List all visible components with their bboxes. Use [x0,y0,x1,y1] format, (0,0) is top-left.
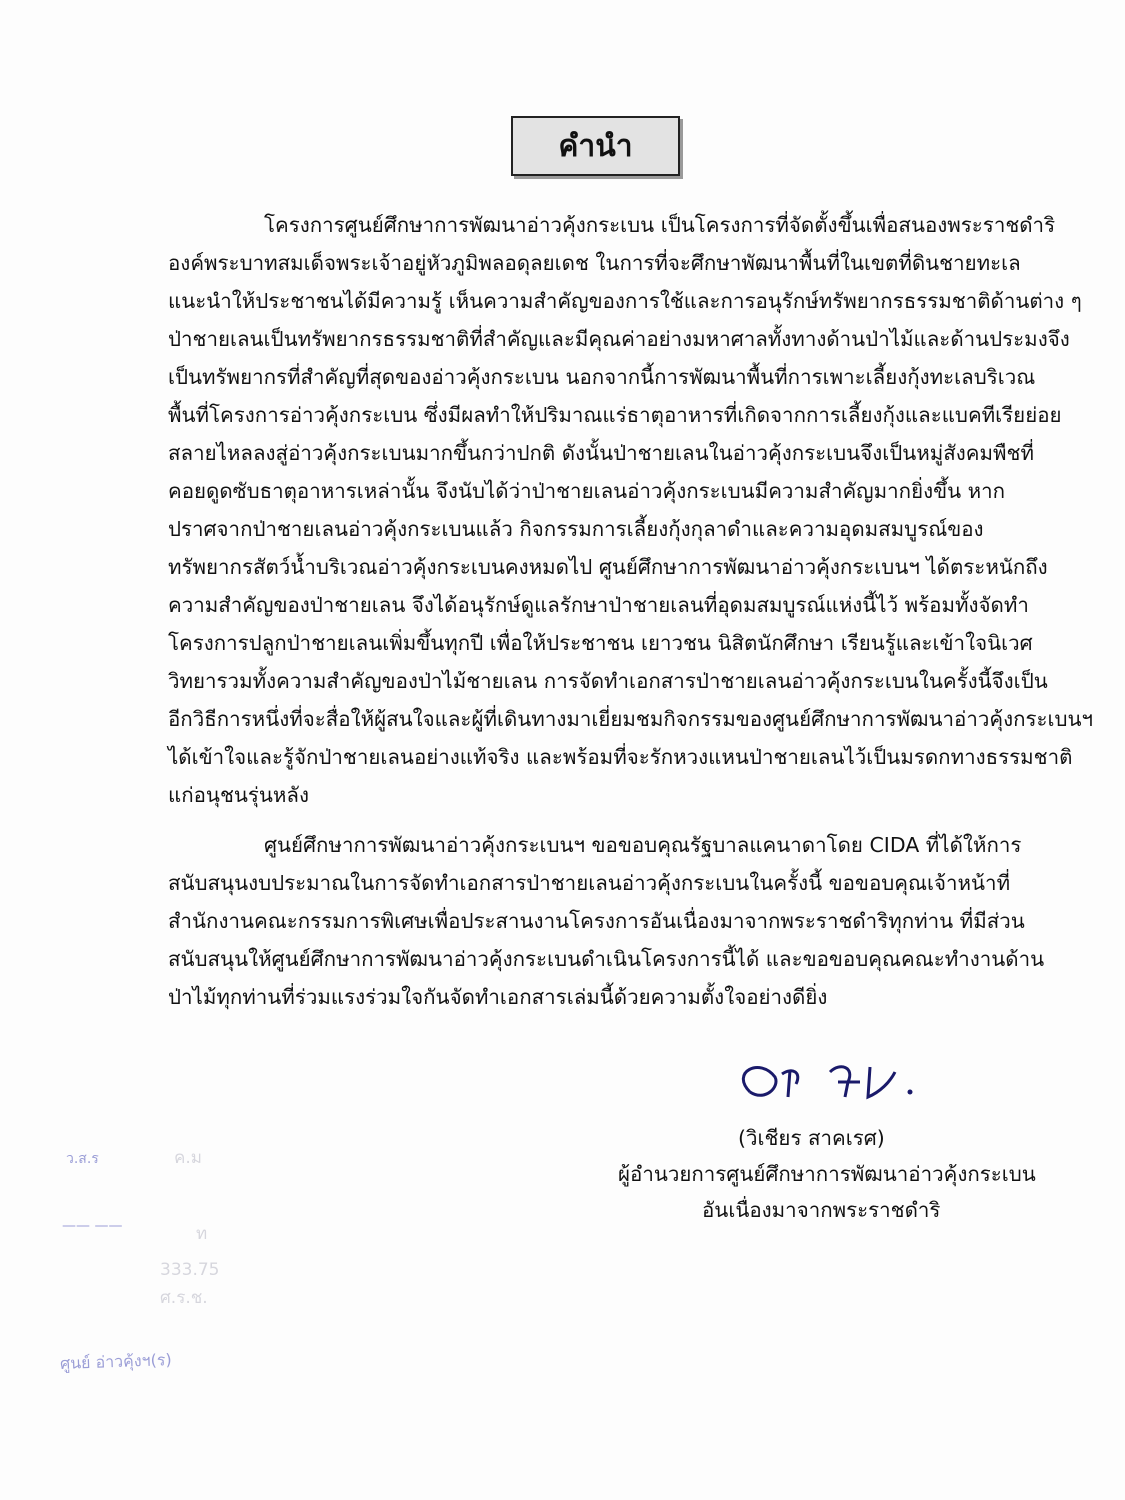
stamp-label: ค.ม [174,1148,202,1168]
text-line: แก่อนุชนรุ่นหลัง [168,783,309,807]
text-line: ทรัพยากรสัตว์น้ำบริเวณอ่าวคุ้งกระเบนคงหมดไป ศูนย์ศึกษาการพัฒนาอ่าวคุ้งกระเบนฯ ได้ตระหนักถึง [168,555,1048,579]
stamp-label: ท [196,1224,208,1244]
signatory-position-line2: อันเนื่องมาจากพระราชดำริ [702,1198,941,1222]
text-line: แนะนำให้ประชาชนได้มีความรู้ เห็นความสำคัญของการใช้และการอนุรักษ์ทรัพยากรธรรมชาติด้านต่าง ๆ [168,289,1082,313]
signatory-position: ผู้อำนวยการศูนย์ศึกษาการพัฒนาอ่าวคุ้งกระเบน [618,1162,1036,1186]
foreword-body [168,206,1094,1016]
text-line: โครงการศูนย์ศึกษาการพัฒนาอ่าวคุ้งกระเบน เป็นโครงการที่จัดตั้งขึ้นเพื่อสนองพระราชดำริ [264,213,1056,237]
text-line: ป่าไม้ทุกท่านที่ร่วมแรงร่วมใจกันจัดทำเอกสารเล่มนี้ด้วยความตั้งใจอย่างดียิ่ง [168,985,828,1009]
stamp-label: 333.75 [160,1260,220,1280]
text-line: สำนักงานคณะกรรมการพิเศษเพื่อประสานงานโครงการอันเนื่องมาจากพระราชดำริทุกท่าน ที่มีส่วน [168,909,1025,933]
page-title: คำนำ [511,116,680,176]
text-line: อีกวิธีการหนึ่งที่จะสื่อให้ผู้สนใจและผู้ที่เดินทางมาเยี่ยมชมกิจกรรมของศูนย์ศึกษาการพัฒนาอ่าวคุ้งกระเบนฯ [168,707,1094,731]
text-line: โครงการปลูกป่าชายเลนเพิ่มขึ้นทุกปี เพื่อให้ประชาชน เยาวชน นิสิตนักศึกษา เรียนรู้และเข้าใจนิเวศ [168,631,1033,655]
text-line: เป็นทรัพยากรที่สำคัญที่สุดของอ่าวคุ้งกระเบน นอกจากนี้การพัฒนาพื้นที่การเพาะเลี้ยงกุ้งทะเลบริเวณ [168,365,1036,389]
text-line: คอยดูดซับธาตุอาหารเหล่านั้น จึงนับได้ว่าป่าชายเลนอ่าวคุ้งกระเบนมีความสำคัญมากยิ่งขึ้น หาก [168,479,1006,503]
text-line: วิทยารวมทั้งความสำคัญของป่าไม้ชายเลน การจัดทำเอกสารป่าชายเลนอ่าวคุ้งกระเบนในครั้งนี้จึงเป็น [168,669,1048,693]
library-stamp [56,1138,356,1398]
text-line: ป่าชายเลนเป็นทรัพยากรธรรมชาติที่สำคัญและมีคุณค่าอย่างมหาศาลทั้งทางด้านป่าไม้และด้านประมงจึง [168,327,1070,351]
text-line: พื้นที่โครงการอ่าวคุ้งกระเบน ซึ่งมีผลทำให้ปริมาณแร่ธาตุอาหารที่เกิดจากการเลี้ยงกุ้งและแบคทีเรียย่อย [168,403,1062,427]
text-line: สนับสนุนให้ศูนย์ศึกษาการพัฒนาอ่าวคุ้งกระเบนดำเนินโครงการนี้ได้ และขอขอบคุณคณะทำงานด้าน [168,947,1045,971]
paragraph-1 [168,206,1094,814]
text-line: สนับสนุนงบประมาณในการจัดทำเอกสารป่าชายเลนอ่าวคุ้งกระเบนในครั้งนี้ ขอขอบคุณเจ้าหน้าที่ [168,871,1011,895]
text-line: ศูนย์ศึกษาการพัฒนาอ่าวคุ้งกระเบนฯ ขอขอบคุณรัฐบาลแคนาดาโดย CIDA ที่ได้ให้การ [264,833,1022,857]
text-line: ปราศจากป่าชายเลนอ่าวคุ้งกระเบนแล้ว กิจกรรมการเลี้ยงกุ้งกุลาดำและความอุดมสมบูรณ์ของ [168,517,984,541]
signatory-name: (วิเชียร สาคเรศ) [738,1126,885,1150]
text-line: ได้เข้าใจและรู้จักป่าชายเลนอย่างแท้จริง และพร้อมที่จะรักหวงแหนป่าชายเลนไว้เป็นมรดกทางธรรมชาติ [168,745,1073,769]
handwritten-signature [720,1052,930,1112]
text-line: องค์พระบาทสมเด็จพระเจ้าอยู่หัวภูมิพลอดุลยเดช ในการที่จะศึกษาพัฒนาพื้นที่ในเขตที่ดินชายทะเล [168,251,1021,275]
paragraph-2 [168,826,1045,1016]
stamp-handwriting: ศูนย์ อ่าวคุ้งฯ(ร) [59,1350,172,1373]
text-line: ความสำคัญของป่าชายเลน จึงได้อนุรักษ์ดูแลรักษาป่าชายเลนที่อุดมสมบูรณ์แห่งนี้ไว้ พร้อมทั้งจัดทำ [168,593,1029,617]
stamp-label: ว.ส.ร [66,1151,99,1167]
text-line: สลายไหลลงสู่อ่าวคุ้งกระเบนมากขึ้นกว่าปกติ ดังนั้นป่าชายเลนในอ่าวคุ้งกระเบนจึงเป็นหมู่สังคมพืชที่ [168,441,1034,465]
stamp-label: —— —— [62,1218,123,1234]
stamp-label: ศ.ร.ช. [160,1288,208,1308]
